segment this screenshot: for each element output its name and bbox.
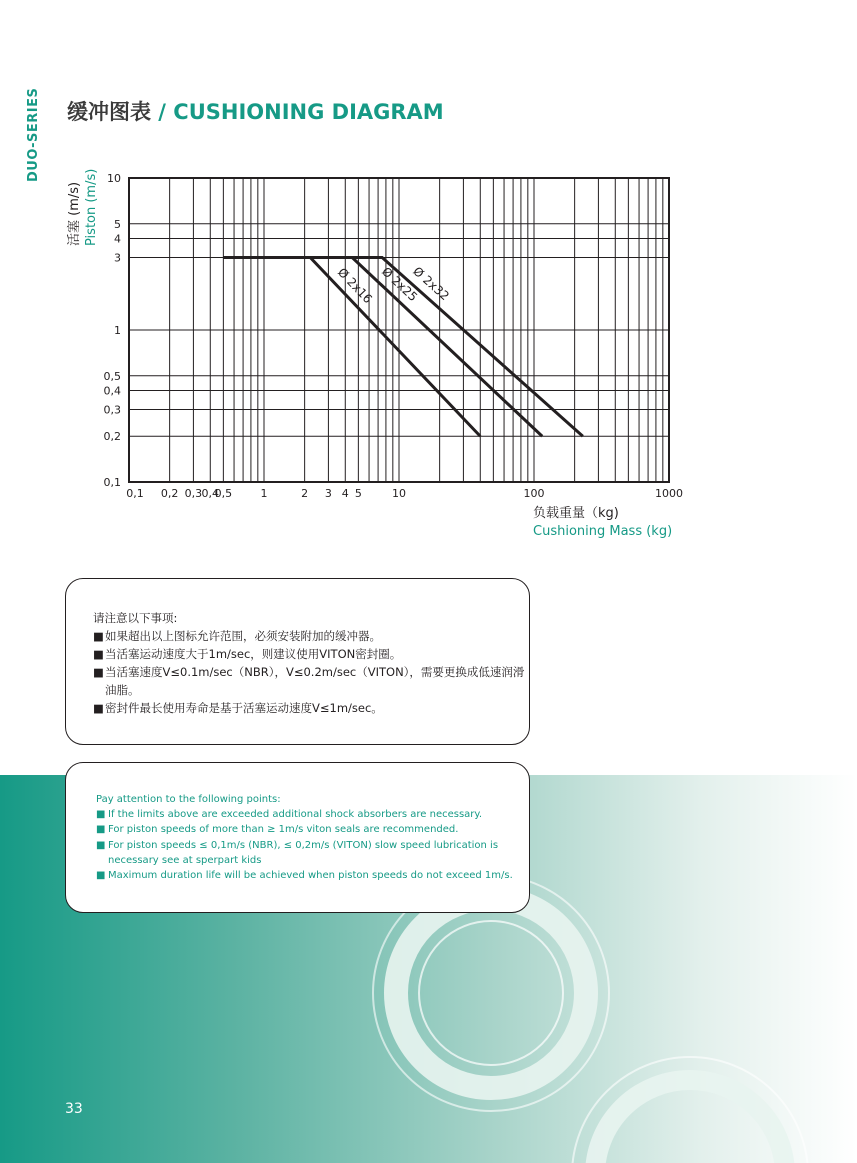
bullet-square-icon: ■ — [93, 665, 104, 679]
y-tick-label: 0,1 — [103, 476, 121, 489]
x-axis-label-cn: 负载重量（kg) — [533, 506, 619, 521]
x-axis-label — [533, 505, 672, 541]
bullet-square-icon: ■ — [96, 809, 106, 821]
bullet-square-icon: ■ — [96, 824, 106, 836]
y-tick-label: 5 — [114, 217, 121, 231]
bullet-square-icon: ■ — [93, 701, 104, 715]
y-tick-label: 10 — [107, 172, 121, 185]
notes-en-item-text: Maximum duration life will be achieved when piston speeds do not exceed 1m/s. — [108, 870, 513, 882]
y-tick-label: 4 — [114, 232, 121, 246]
notes-en-item-text: For piston speeds ≤ 0,1m/s (NBR), ≤ 0,2m/s (VITON) slow speed lubrication is necessary see at sperpart kids — [108, 839, 499, 866]
x-tick-label: 1 — [260, 487, 268, 500]
notes-cn-heading: 请注意以下事项: — [93, 611, 178, 625]
x-tick-label: 0,3 — [184, 487, 203, 500]
y-tick-label: 3 — [114, 251, 121, 265]
y-tick-label: 0,2 — [103, 430, 121, 444]
list-item — [96, 822, 529, 837]
y-tick-label: 0,5 — [103, 369, 121, 383]
y-axis-label-en: Piston (m/s) — [84, 168, 99, 246]
notes-cn-list — [93, 627, 529, 717]
bullet-square-icon: ■ — [96, 839, 106, 851]
x-tick-label: 4 — [341, 487, 349, 500]
notes-en-heading: Pay attention to the following points: — [96, 794, 281, 805]
notes-cn-item-text: 当活塞运动速度大于1m/sec，则建议使用VITON密封圈。 — [105, 647, 402, 661]
chart-grid — [129, 178, 669, 482]
x-axis-label-en: Cushioning Mass (kg) — [533, 524, 673, 539]
x-tick-label: 10 — [392, 487, 406, 500]
notes-en-item-text: If the limits above are exceeded additional shock absorbers are necessary. — [108, 809, 483, 821]
list-item — [96, 807, 529, 822]
list-item — [96, 838, 529, 868]
x-tick-label: 0,4 — [201, 487, 220, 500]
bullet-square-icon: ■ — [96, 870, 106, 882]
x-tick-label: 2 — [301, 487, 309, 500]
page-number: 33 — [65, 1101, 83, 1117]
x-tick-label: 0,1 — [126, 487, 144, 500]
series-label: Ø 2x16 — [334, 265, 375, 307]
series-label: Ø 2x32 — [410, 263, 452, 304]
x-tick-label: 0,5 — [214, 487, 233, 500]
x-tick-label: 100 — [523, 487, 545, 500]
notes-cn-item-text: 密封件最长使用寿命是基于活塞运动速度V≤1m/sec。 — [105, 701, 383, 715]
list-item — [93, 699, 529, 717]
y-tick-label: 0,3 — [103, 403, 121, 417]
x-tick-label: 3 — [324, 487, 332, 500]
x-tick-labels — [126, 487, 683, 500]
y-tick-label: 0,4 — [103, 384, 121, 398]
page-title-en: CUSHIONING DIAGRAM — [173, 100, 444, 124]
notes-box-cn — [65, 578, 530, 745]
list-item — [93, 627, 529, 645]
notes-en-item-text: For piston speeds of more than ≥ 1m/s viton seals are recommended. — [108, 824, 459, 836]
page-title-separator: / — [151, 100, 174, 124]
y-tick-label: 1 — [114, 324, 121, 337]
x-tick-label: 0,2 — [160, 487, 179, 500]
list-item — [96, 868, 529, 883]
cushioning-chart — [0, 0, 857, 560]
series-tag: DUO-SERIES — [26, 87, 41, 182]
notes-cn-item-text: 当活塞速度V≤0.1m/sec（NBR），V≤0.2m/sec（VITON），需要更换成低速润滑油脂。 — [105, 665, 525, 697]
notes-en-list — [96, 807, 529, 883]
bullet-square-icon: ■ — [93, 629, 104, 643]
list-item — [93, 645, 529, 663]
y-axis-label-cn: 活塞 (m/s) — [67, 181, 82, 246]
page-title-cn: 缓冲图表 — [67, 100, 151, 124]
notes-box-en — [65, 762, 530, 913]
notes-cn-item-text: 如果超出以上图标允许范围，必须安装附加的缓冲器。 — [105, 629, 381, 643]
x-tick-label: 1000 — [655, 487, 683, 500]
x-tick-label: 5 — [354, 487, 362, 500]
list-item — [93, 663, 529, 699]
bullet-square-icon: ■ — [93, 647, 104, 661]
series-label: Ø 2x25 — [379, 264, 421, 305]
y-tick-labels — [104, 172, 122, 489]
